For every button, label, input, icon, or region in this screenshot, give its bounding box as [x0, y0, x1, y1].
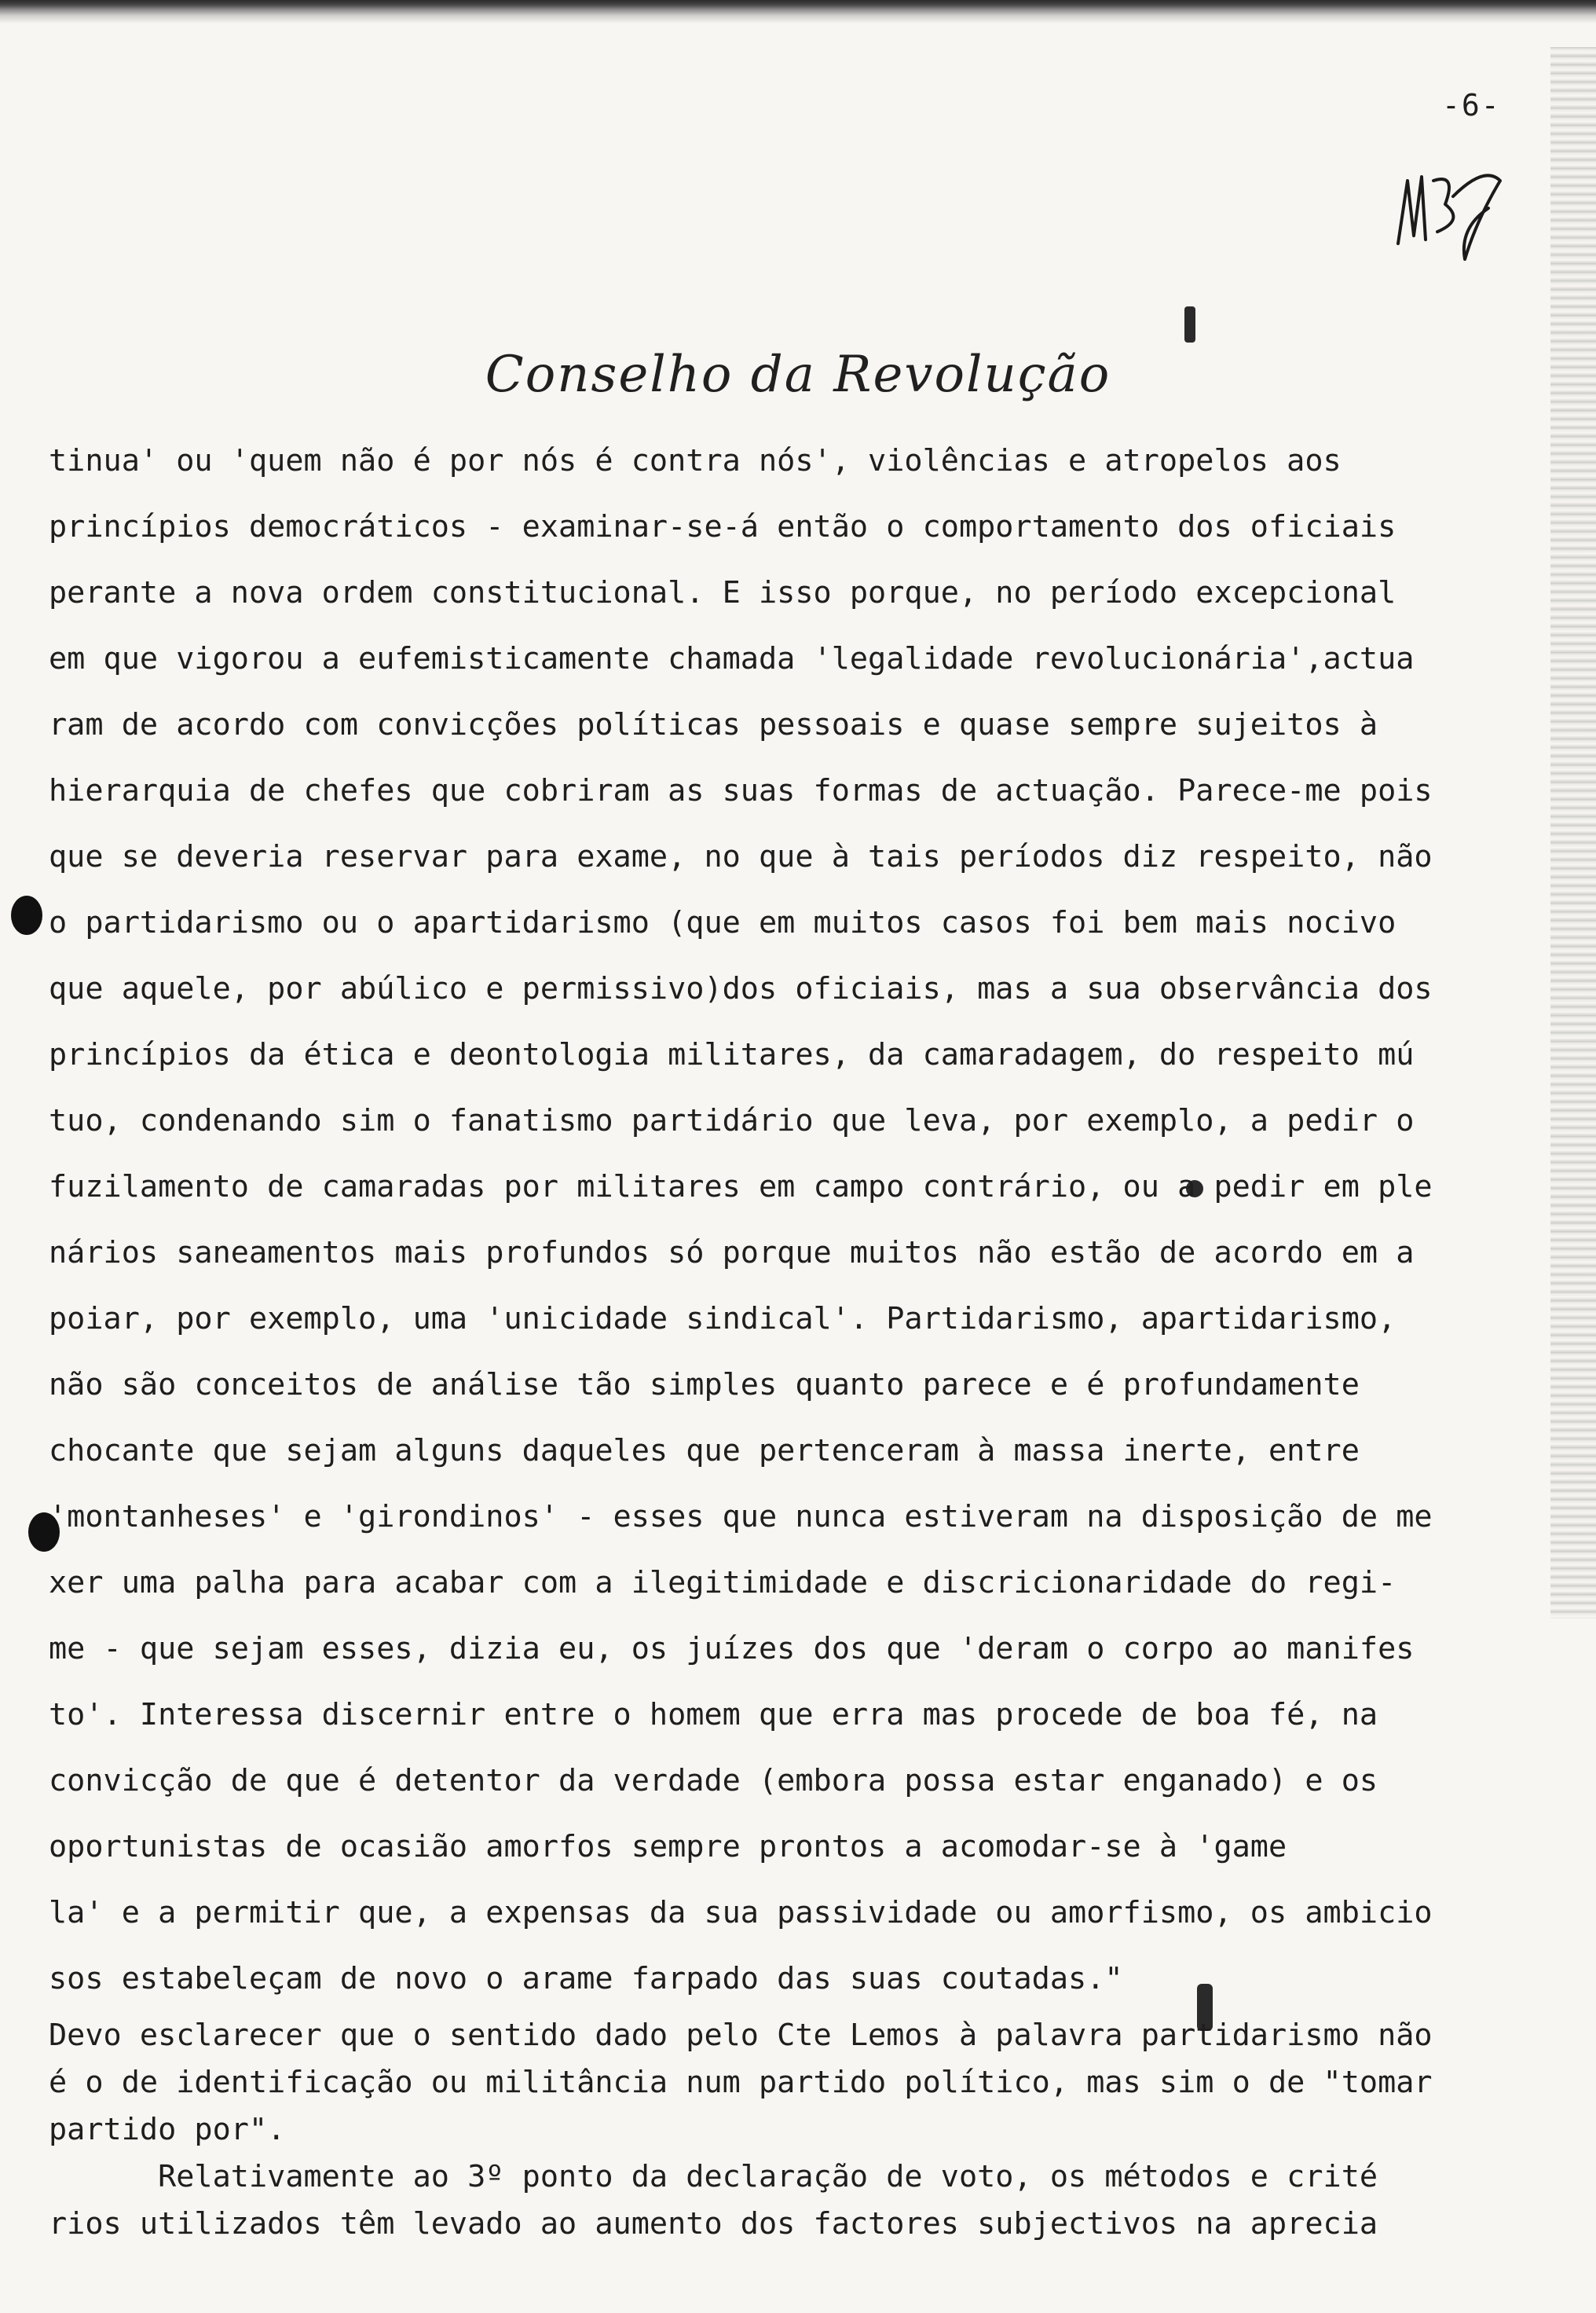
- scan-right-edge: [1550, 47, 1596, 1618]
- text-line: que aquele, por abúlico e permissivo)dos oficiais, mas a sua observância dos: [49, 971, 1433, 1006]
- text-line: tinua' ou 'quem não é por nós é contra nós', violências e atropelos aos: [49, 443, 1342, 478]
- text-line: que se deveria reservar para exame, no que à tais períodos diz respeito, não: [49, 839, 1433, 874]
- text-line: oportunistas de ocasião amorfos sempre prontos a acomodar-se à 'game: [49, 1829, 1287, 1864]
- letter-body: [49, 428, 1533, 2248]
- text-line: chocante que sejam alguns daqueles que pertenceram à massa inerte, entre: [49, 1433, 1360, 1468]
- text-line: partido por".: [49, 2112, 286, 2147]
- text-line: não são conceitos de análise tão simples quanto parece e é profundamente: [49, 1367, 1360, 1402]
- text-line: rios utilizados têm levado ao aumento dos factores subjectivos na aprecia: [49, 2206, 1378, 2242]
- text-line: fuzilamento de camaradas por militares em campo contrário, ou a pedir em ple: [49, 1169, 1433, 1204]
- text-line: sos estabeleçam de novo o arame farpado das suas coutadas.": [49, 1961, 1123, 1996]
- punch-hole-mark-upper: [11, 896, 42, 935]
- text-line: é o de identificação ou militância num partido político, mas sim o de "tomar: [49, 2065, 1433, 2100]
- ink-speck: [1184, 306, 1195, 343]
- text-line: xer uma palha para acabar com a ilegitimidade e discricionaridade do regi-: [49, 1565, 1396, 1600]
- text-line: perante a nova ordem constitucional. E isso porque, no período excepcional: [49, 575, 1396, 610]
- text-line: 'montanheses' e 'girondinos' - esses que nunca estiveram na disposição de me: [49, 1499, 1433, 1534]
- handwritten-initials: [1390, 149, 1508, 267]
- text-line: em que vigorou a eufemisticamente chamada 'legalidade revolucionária',actua: [49, 641, 1415, 676]
- text-line: convicção de que é detentor da verdade (embora possa estar enganado) e os: [49, 1763, 1378, 1798]
- text-line: la' e a permitir que, a expensas da sua passividade ou amorfismo, os ambicio: [49, 1895, 1433, 1930]
- text-line: Relativamente ao 3º ponto da declaração de voto, os métodos e crité: [49, 2159, 1378, 2194]
- scan-top-edge: [0, 0, 1596, 24]
- text-line: me - que sejam esses, dizia eu, os juízes dos que 'deram o corpo ao manifes: [49, 1631, 1415, 1666]
- text-line: ram de acordo com convicções políticas pessoais e quase sempre sujeitos à: [49, 707, 1378, 742]
- text-line: o partidarismo ou o apartidarismo (que em muitos casos foi bem mais nocivo: [49, 905, 1396, 940]
- letterhead-title: Conselho da Revolução: [485, 346, 1111, 404]
- text-line: princípios democráticos - examinar-se-á então o comportamento dos oficiais: [49, 509, 1396, 544]
- text-line: poiar, por exemplo, uma 'unicidade sindical'. Partidarismo, apartidarismo,: [49, 1301, 1396, 1336]
- text-line: princípios da ética e deontologia militares, da camaradagem, do respeito mú: [49, 1037, 1415, 1072]
- text-line: to'. Interessa discernir entre o homem que erra mas procede de boa fé, na: [49, 1697, 1378, 1732]
- text-line: Devo esclarecer que o sentido dado pelo Cte Lemos à palavra partidarismo não: [49, 2018, 1433, 2053]
- page-number: -6-: [1442, 88, 1501, 123]
- text-line: nários saneamentos mais profundos só porque muitos não estão de acordo em a: [49, 1235, 1415, 1270]
- text-line: hierarquia de chefes que cobriram as suas formas de actuação. Parece-me pois: [49, 773, 1433, 808]
- text-line: tuo, condenando sim o fanatismo partidário que leva, por exemplo, a pedir o: [49, 1103, 1415, 1138]
